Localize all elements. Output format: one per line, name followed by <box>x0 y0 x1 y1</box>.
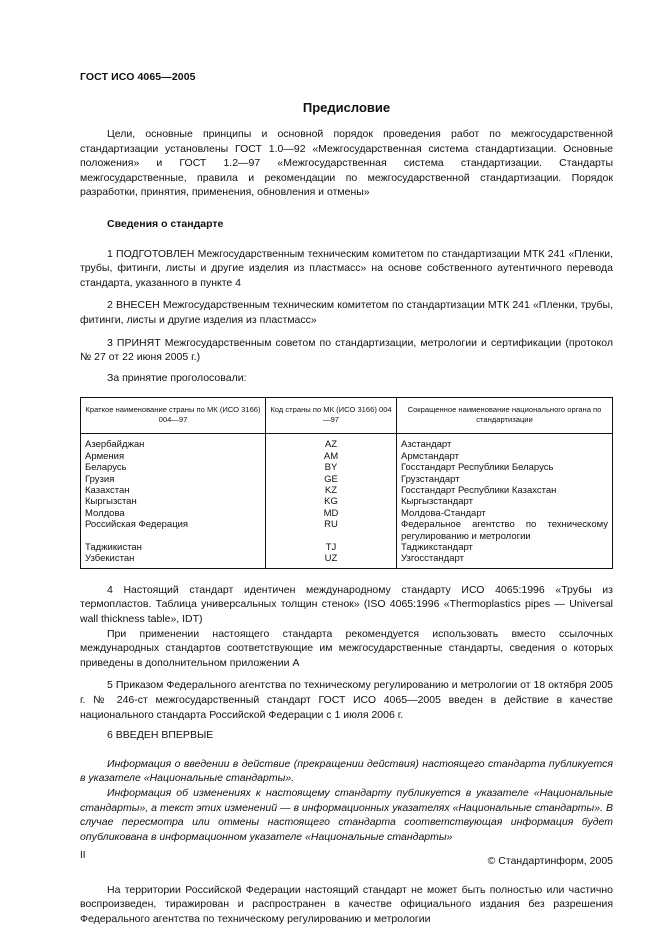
table-row <box>81 451 613 462</box>
code-cell: TJ <box>266 542 397 553</box>
table-row <box>81 553 613 568</box>
page-title: Предисловие <box>302 100 391 115</box>
table-row <box>81 485 613 496</box>
item-5-paragraph: 5 Приказом Федерального агентства по техническому регулированию и метрологии от 18 октября 2005 г. № 246-ст межгосударственный стандарт ГОСТ ИСО 4065—2005 введен в действие в качестве национального стандарта Российской Федерации с 1 июля 2006 г. <box>80 679 613 721</box>
body-cell: Узгосстандарт <box>397 553 613 568</box>
table-row <box>81 508 613 519</box>
item-4-note: При применении настоящего стандарта рекомендуется использовать вместо ссылочных международных стандартов соответствующие им межгосударственные стандарты, сведения о которых приведены в дополнительном приложении А <box>80 627 613 669</box>
section-subheading: Сведения о стандарте <box>107 217 224 230</box>
body-cell: Азстандарт <box>397 434 613 451</box>
country-cell: Азербайджан <box>81 434 266 451</box>
table-row <box>81 519 613 542</box>
intro-paragraph: Цели, основные принципы и основной порядок проведения работ по межгосударственной стандартизации установлены ГОСТ 1.0—92 «Межгосударственная система стандартизации. Основные положения» и ГОСТ 1.2—97 «Межгосударственная система стандартизации. Стандарты межгосударственные, правила и рекомендации по межгосударственной стандартизации. Порядок разработки, принятия, применения, обновления и отмены» <box>80 128 613 199</box>
voting-table <box>80 397 613 568</box>
code-cell: UZ <box>266 553 397 568</box>
country-cell: Кыргызстан <box>81 496 266 507</box>
country-cell: Грузия <box>81 474 266 485</box>
body-cell: Таджикстандарт <box>397 542 613 553</box>
item-2-paragraph: 2 ВНЕСЕН Межгосударственным техническим комитетом по стандартизации МТК 241 «Пленки, трубы, фитинги, листы и другие изделия из пластмасс» <box>80 299 613 326</box>
country-cell: Армения <box>81 451 266 462</box>
header-code: Код страны по МК (ИСО 3166) 004—97 <box>266 398 397 434</box>
reproduction-notice: На территории Российской Федерации настоящий стандарт не может быть полностью или частично воспроизведен, тиражирован и распространен в качестве официального издания без разрешения Федерального агентства по техническому регулированию и метрологии <box>80 883 613 926</box>
item-6-paragraph: 6 ВВЕДЕН ВПЕРВЫЕ <box>107 729 214 742</box>
table-row <box>81 434 613 451</box>
country-cell: Беларусь <box>81 462 266 473</box>
item-1-paragraph: 1 ПОДГОТОВЛЕН Межгосударственным техническим комитетом по стандартизации МТК 241 «Пленки, трубы, фитинги, листы и другие изделия из пластмасс» на основе собственного аутентичного перевода стандарта, указанного в пункте 4 <box>80 247 613 289</box>
country-cell: Таджикистан <box>81 542 266 553</box>
info-publication-notice: Информация о введении в действие (прекращении действия) настоящего стандарта публикуется в указателе «Национальные стандарты». <box>80 757 613 785</box>
code-cell: KG <box>266 496 397 507</box>
info-changes-notice: Информация об изменениях к настоящему стандарту публикуется в указателе «Национальные стандарты», а текст этих изменений — в информационных указателях «Национальные стандарты». В случае пересмотра или отмены настоящего стандарта соответствующая информация будет опубликована в информационном указателе «Национальные стандарты» <box>80 786 613 843</box>
code-cell: MD <box>266 508 397 519</box>
vote-intro: За принятие проголосовали: <box>107 371 247 384</box>
country-cell: Узбекистан <box>81 553 266 568</box>
body-cell: Кыргызстандарт <box>397 496 613 507</box>
document-id: ГОСТ ИСО 4065—2005 <box>80 71 196 83</box>
body-cell: Госстандарт Республики Казахстан <box>397 485 613 496</box>
body-cell: Госстандарт Республики Беларусь <box>397 462 613 473</box>
country-cell: Молдова <box>81 508 266 519</box>
body-cell: Федеральное агентство по техническому регулированию и метрологии <box>397 519 613 542</box>
table-header-row <box>81 398 613 434</box>
document-body <box>80 127 613 927</box>
table-row <box>81 474 613 485</box>
item-4-paragraph: 4 Настоящий стандарт идентичен международному стандарту ИСО 4065:1996 «Трубы из термопластов. Таблица универсальных толщин стенок» (ISO 4065:1996 «Thermoplastics pipes — Universal wall thickness table», IDT) <box>80 583 613 625</box>
country-cell: Российская Федерация <box>81 519 266 542</box>
table-row <box>81 496 613 507</box>
table-row <box>81 542 613 553</box>
item-3-paragraph: 3 ПРИНЯТ Межгосударственным советом по стандартизации, метрологии и сертификации (протокол № 27 от 22 июня 2005 г.) <box>80 336 613 364</box>
country-cell: Казахстан <box>81 485 266 496</box>
body-cell: Молдова-Стандарт <box>397 508 613 519</box>
code-cell: RU <box>266 519 397 542</box>
code-cell: BY <box>266 462 397 473</box>
header-country: Краткое наименование страны по МК (ИСО 3166) 004—97 <box>81 398 266 434</box>
table-row <box>81 462 613 473</box>
page-number: II <box>80 850 86 861</box>
header-standards-body: Сокращенное наименование национального органа по стандартизации <box>397 398 613 434</box>
copyright-line: © Стандартинформ, 2005 <box>487 855 613 868</box>
body-cell: Армстандарт <box>397 451 613 462</box>
code-cell: GE <box>266 474 397 485</box>
code-cell: AM <box>266 451 397 462</box>
code-cell: KZ <box>266 485 397 496</box>
body-cell: Грузстандарт <box>397 474 613 485</box>
code-cell: AZ <box>266 434 397 451</box>
